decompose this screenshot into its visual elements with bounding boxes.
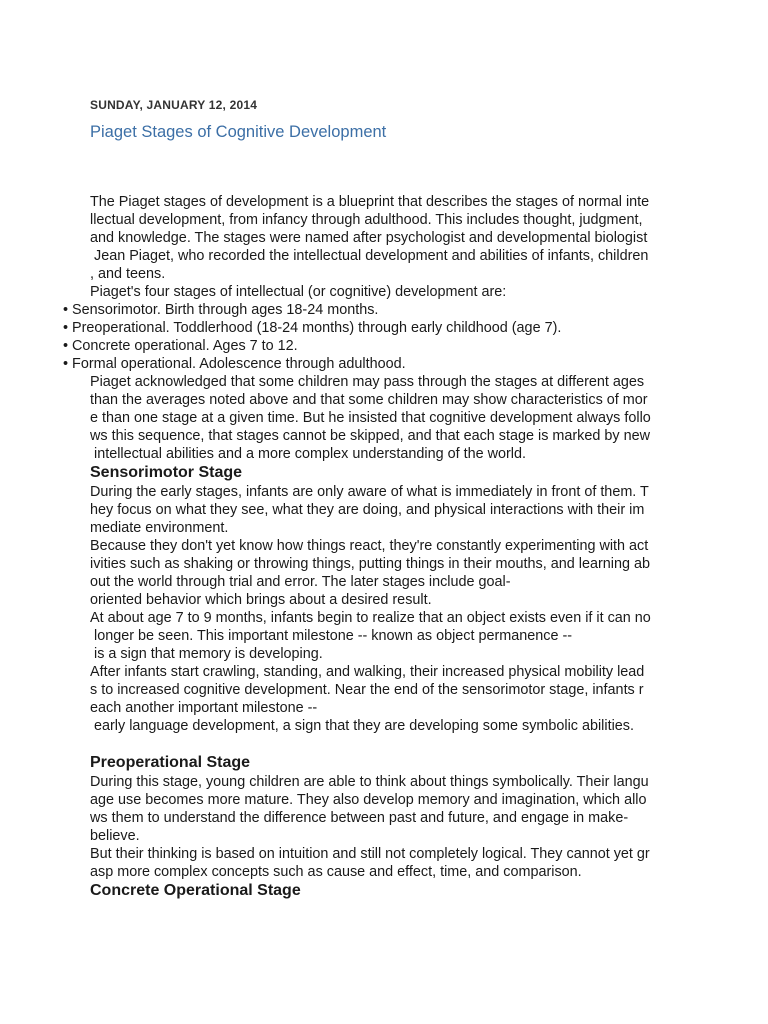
sensorimotor-line: out the world through trial and error. The later stages include goal- bbox=[90, 574, 511, 590]
spacer bbox=[0, 735, 768, 753]
concrete-heading: Concrete Operational Stage bbox=[90, 882, 301, 899]
intro-line: , and teens. bbox=[90, 266, 166, 282]
preoperational-line: But their thinking is based on intuition and still not completely logical. They cannot yet gr bbox=[90, 846, 650, 862]
intro-line: The Piaget stages of development is a blueprint that describes the stages of normal inte bbox=[90, 194, 650, 210]
acknowledgement-line: intellectual abilities and a more complex understanding of the world. bbox=[90, 446, 526, 462]
sensorimotor-line: hey focus on what they see, what they are doing, and physical interactions with their im bbox=[90, 502, 645, 518]
preoperational-heading: Preoperational Stage bbox=[90, 754, 251, 771]
stage-list-item: • Formal operational. Adolescence through adulthood. bbox=[63, 356, 406, 372]
acknowledgement-line: than the averages noted above and that some children may show characteristics of mor bbox=[90, 392, 648, 408]
intro-line: and knowledge. The stages were named after psychologist and developmental biologist bbox=[90, 230, 648, 246]
stage-list-item: • Preoperational. Toddlerhood (18-24 months) through early childhood (age 7). bbox=[63, 320, 562, 336]
sensorimotor-line: early language development, a sign that they are developing some symbolic abilities. bbox=[90, 718, 634, 734]
stage-list-item: • Concrete operational. Ages 7 to 12. bbox=[63, 338, 298, 354]
post-date: SUNDAY, JANUARY 12, 2014 bbox=[90, 98, 258, 112]
post-body bbox=[0, 193, 768, 901]
stage-list-item: • Sensorimotor. Birth through ages 18-24 months. bbox=[63, 302, 379, 318]
sensorimotor-line: each another important milestone -- bbox=[90, 700, 318, 716]
sensorimotor-line: s to increased cognitive development. Near the end of the sensorimotor stage, infants r bbox=[90, 682, 644, 698]
post-title[interactable]: Piaget Stages of Cognitive Development bbox=[90, 123, 387, 141]
intro-line: llectual development, from infancy through adulthood. This includes thought, judgment, bbox=[90, 212, 643, 228]
sensorimotor-line: During the early stages, infants are only aware of what is immediately in front of them. T bbox=[90, 484, 649, 500]
sensorimotor-heading: Sensorimotor Stage bbox=[90, 464, 243, 481]
intro-line: Jean Piaget, who recorded the intellectual development and abilities of infants, children bbox=[90, 248, 649, 264]
sensorimotor-line: longer be seen. This important milestone -- known as object permanence -- bbox=[90, 628, 573, 644]
acknowledgement-line: Piaget acknowledged that some children may pass through the stages at different ages bbox=[90, 374, 645, 390]
acknowledgement-line: ws this sequence, that stages cannot be skipped, and that each stage is marked by new bbox=[90, 428, 650, 444]
sensorimotor-line: Because they don't yet know how things react, they're constantly experimenting with act bbox=[90, 538, 649, 554]
sensorimotor-line: After infants start crawling, standing, and walking, their increased physical mobility lead bbox=[90, 664, 645, 680]
preoperational-line: believe. bbox=[90, 828, 140, 844]
sensorimotor-line: ivities such as shaking or throwing things, putting things in their mouths, and learning ab bbox=[90, 556, 650, 572]
sensorimotor-line: At about age 7 to 9 months, infants begin to realize that an object exists even if it can no bbox=[90, 610, 651, 626]
intro-line: Piaget's four stages of intellectual (or cognitive) development are: bbox=[90, 284, 507, 300]
acknowledgement-line: e than one stage at a given time. But he insisted that cognitive development always follo bbox=[90, 410, 651, 426]
sensorimotor-line: mediate environment. bbox=[90, 520, 229, 536]
sensorimotor-line: is a sign that memory is developing. bbox=[90, 646, 323, 662]
preoperational-line: asp more complex concepts such as cause and effect, time, and comparison. bbox=[90, 864, 582, 880]
sensorimotor-line: oriented behavior which brings about a desired result. bbox=[90, 592, 432, 608]
preoperational-line: During this stage, young children are able to think about things symbolically. Their langu bbox=[90, 774, 649, 790]
preoperational-line: age use becomes more mature. They also develop memory and imagination, which allo bbox=[90, 792, 647, 808]
preoperational-line: ws them to understand the difference between past and future, and engage in make- bbox=[90, 810, 629, 826]
